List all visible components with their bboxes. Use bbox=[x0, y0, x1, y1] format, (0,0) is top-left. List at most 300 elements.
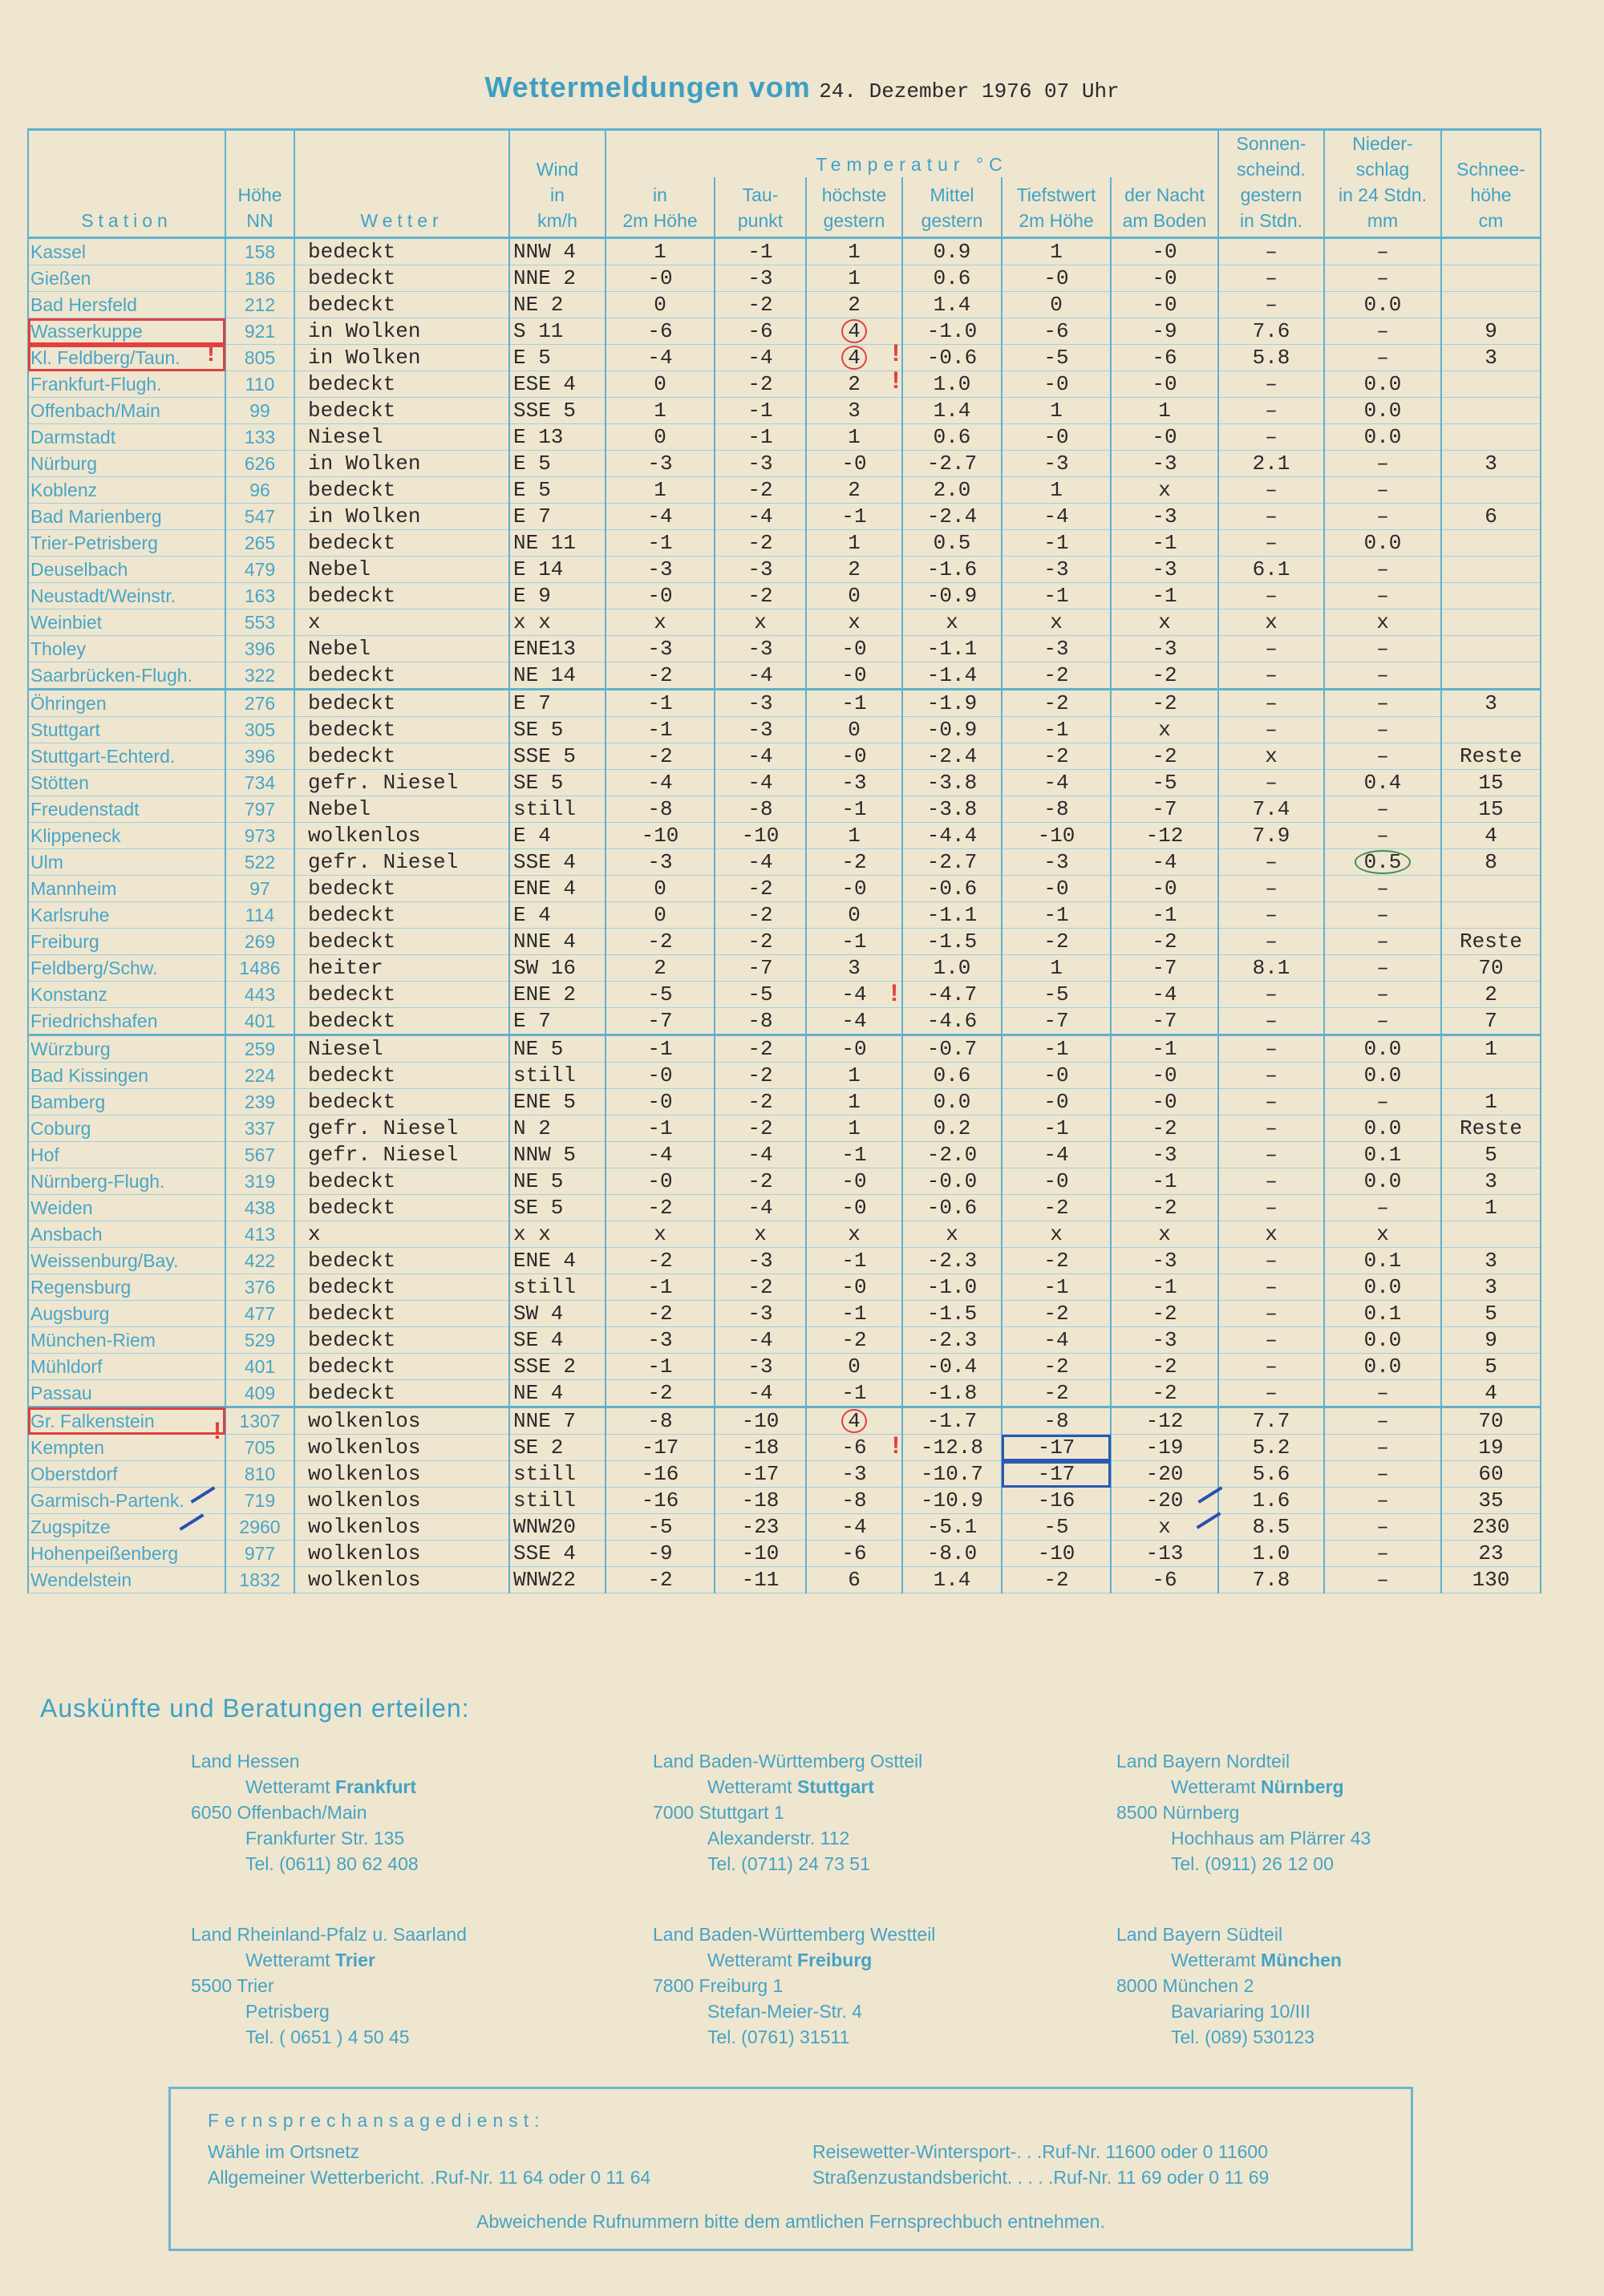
cell-mittel: -4.4 bbox=[902, 823, 1002, 849]
cell-station: Weiden bbox=[28, 1195, 225, 1221]
cell-wetter: bedeckt bbox=[294, 662, 509, 690]
table-row bbox=[28, 902, 1541, 929]
contact-street: Hochhaus am Plärrer 43 bbox=[1171, 1828, 1371, 1849]
fernsprech-heading: Fernsprechansagedienst: bbox=[208, 2110, 545, 2131]
cell-nacht-boden: -0 bbox=[1111, 1063, 1218, 1089]
cell-nacht-boden: -6 bbox=[1111, 345, 1218, 371]
contact-phone: Tel. ( 0651 ) 4 50 45 bbox=[245, 2027, 410, 2047]
cell-wetter: bedeckt bbox=[294, 1089, 509, 1116]
cell-niederschlag: 0.0 bbox=[1324, 371, 1441, 398]
contact-land: Land Baden-Württemberg Ostteil bbox=[653, 1751, 923, 1772]
cell-wetter: gefr. Niesel bbox=[294, 849, 509, 876]
cell-nacht-boden: -1 bbox=[1111, 1274, 1218, 1301]
cell-taupunkt: -4 bbox=[715, 1195, 806, 1221]
cell-station: Würzburg bbox=[28, 1035, 225, 1063]
cell-hoehe: 319 bbox=[225, 1168, 294, 1195]
cell-sonne: 1.6 bbox=[1218, 1488, 1324, 1514]
cell-mittel: x bbox=[902, 1221, 1002, 1248]
cell-station: Konstanz bbox=[28, 982, 225, 1008]
cell-hoechste: -0 bbox=[806, 1168, 902, 1195]
cell-wetter: Niesel bbox=[294, 1035, 509, 1063]
cell-tiefstwert: -0 bbox=[1002, 1089, 1111, 1116]
cell-wetter: bedeckt bbox=[294, 1248, 509, 1274]
cell-temp-2m: -16 bbox=[606, 1461, 715, 1488]
table-row bbox=[28, 1116, 1541, 1142]
cell-taupunkt: -18 bbox=[715, 1435, 806, 1461]
cell-wetter: gefr. Niesel bbox=[294, 770, 509, 796]
cell-schnee bbox=[1441, 557, 1541, 583]
cell-tiefstwert: 1 bbox=[1002, 477, 1111, 504]
cell-tiefstwert: -2 bbox=[1002, 1195, 1111, 1221]
cell-sonne: – bbox=[1218, 929, 1324, 955]
cell-hoechste: 3 bbox=[806, 955, 902, 982]
cell-wind: still bbox=[509, 796, 606, 823]
cell-niederschlag: 0.1 bbox=[1324, 1248, 1441, 1274]
cell-hoehe: 163 bbox=[225, 583, 294, 609]
cell-wind: E 7 bbox=[509, 690, 606, 717]
cell-nacht-boden: -2 bbox=[1111, 743, 1218, 770]
cell-temp-2m: 1 bbox=[606, 238, 715, 265]
cell-taupunkt: -3 bbox=[715, 451, 806, 477]
cell-station: Bamberg bbox=[28, 1089, 225, 1116]
cell-station: Bad Kissingen bbox=[28, 1063, 225, 1089]
cell-sonne: – bbox=[1218, 504, 1324, 530]
table-row bbox=[28, 1407, 1541, 1435]
cell-station: Augsburg bbox=[28, 1301, 225, 1327]
cell-hoehe: 409 bbox=[225, 1380, 294, 1407]
cell-mittel: 1.4 bbox=[902, 292, 1002, 318]
cell-temp-2m: x bbox=[606, 609, 715, 636]
cell-mittel: 1.0 bbox=[902, 371, 1002, 398]
cell-schnee bbox=[1441, 398, 1541, 424]
cell-mittel: -0.9 bbox=[902, 583, 1002, 609]
cell-mittel: -1.8 bbox=[902, 1380, 1002, 1407]
cell-schnee: 4 bbox=[1441, 823, 1541, 849]
table-row bbox=[28, 1221, 1541, 1248]
contact-land: Land Rheinland-Pfalz u. Saarland bbox=[191, 1924, 467, 1945]
cell-nacht-boden: -6 bbox=[1111, 1567, 1218, 1593]
cell-wind: ENE 5 bbox=[509, 1089, 606, 1116]
cell-mittel: 0.0 bbox=[902, 1089, 1002, 1116]
cell-hoehe: 401 bbox=[225, 1354, 294, 1380]
table-row bbox=[28, 609, 1541, 636]
cell-niederschlag: – bbox=[1324, 1008, 1441, 1035]
cell-schnee: 19 bbox=[1441, 1435, 1541, 1461]
contact-block bbox=[653, 1921, 935, 2050]
cell-hoehe: 522 bbox=[225, 849, 294, 876]
cell-schnee: 130 bbox=[1441, 1567, 1541, 1593]
cell-mittel: -2.4 bbox=[902, 504, 1002, 530]
cell-wind: ENE 4 bbox=[509, 1248, 606, 1274]
contact-block bbox=[191, 1748, 419, 1877]
cell-wind: E 5 bbox=[509, 477, 606, 504]
col-sonne: Sonnen- scheind. gestern in Stdn. bbox=[1218, 130, 1324, 238]
cell-niederschlag: 0.4 bbox=[1324, 770, 1441, 796]
table-row bbox=[28, 1435, 1541, 1461]
cell-wind: NE 11 bbox=[509, 530, 606, 557]
cell-sonne: – bbox=[1218, 477, 1324, 504]
cell-hoehe: 224 bbox=[225, 1063, 294, 1089]
cell-wetter: bedeckt bbox=[294, 929, 509, 955]
table-row bbox=[28, 636, 1541, 662]
cell-sonne: – bbox=[1218, 1142, 1324, 1168]
exclamation-mark: ! bbox=[207, 340, 215, 366]
cell-mittel: -1.7 bbox=[902, 1407, 1002, 1435]
cell-temp-2m: -3 bbox=[606, 636, 715, 662]
cell-tiefstwert: -17 bbox=[1002, 1435, 1111, 1461]
table-row bbox=[28, 929, 1541, 955]
cell-station: Stuttgart-Echterd. bbox=[28, 743, 225, 770]
cell-wind: NE 4 bbox=[509, 1380, 606, 1407]
cell-tiefstwert: -0 bbox=[1002, 1063, 1111, 1089]
cell-hoechste: -1 bbox=[806, 1380, 902, 1407]
cell-tiefstwert: -1 bbox=[1002, 1116, 1111, 1142]
cell-tiefstwert: -2 bbox=[1002, 1567, 1111, 1593]
cell-wind: still bbox=[509, 1274, 606, 1301]
cell-wind: NE 2 bbox=[509, 292, 606, 318]
cell-temp-2m: -2 bbox=[606, 1195, 715, 1221]
cell-nacht-boden: x bbox=[1111, 1221, 1218, 1248]
cell-niederschlag: 0.0 bbox=[1324, 1327, 1441, 1354]
cell-temp-2m: -7 bbox=[606, 1008, 715, 1035]
cell-nacht-boden: -1 bbox=[1111, 583, 1218, 609]
cell-schnee: 2 bbox=[1441, 982, 1541, 1008]
cell-wind: NE 14 bbox=[509, 662, 606, 690]
cell-station: Wasserkuppe bbox=[28, 318, 225, 345]
col-nacht-boden: der Nacht am Boden bbox=[1111, 177, 1218, 238]
cell-temp-2m: 0 bbox=[606, 876, 715, 902]
cell-niederschlag: – bbox=[1324, 451, 1441, 477]
cell-wetter: Nebel bbox=[294, 557, 509, 583]
table-row bbox=[28, 557, 1541, 583]
cell-temp-2m: 0 bbox=[606, 371, 715, 398]
cell-hoechste: 3 bbox=[806, 398, 902, 424]
cell-nacht-boden: -1 bbox=[1111, 1035, 1218, 1063]
cell-wetter: bedeckt bbox=[294, 902, 509, 929]
cell-wetter: wolkenlos bbox=[294, 1541, 509, 1567]
cell-schnee bbox=[1441, 530, 1541, 557]
cell-sonne: 6.1 bbox=[1218, 557, 1324, 583]
cell-hoehe: 734 bbox=[225, 770, 294, 796]
cell-mittel: -0.6 bbox=[902, 345, 1002, 371]
exclamation-mark: ! bbox=[892, 340, 900, 366]
cell-nacht-boden: x bbox=[1111, 477, 1218, 504]
cell-station: Weinbiet bbox=[28, 609, 225, 636]
cell-wind: NNW 5 bbox=[509, 1142, 606, 1168]
cell-hoechste: -0 bbox=[806, 1274, 902, 1301]
cell-wind: still bbox=[509, 1461, 606, 1488]
cell-tiefstwert: -3 bbox=[1002, 636, 1111, 662]
cell-mittel: -1.6 bbox=[902, 557, 1002, 583]
cell-wind: SW 16 bbox=[509, 955, 606, 982]
cell-tiefstwert: -10 bbox=[1002, 823, 1111, 849]
cell-wind: NNW 4 bbox=[509, 238, 606, 265]
cell-schnee: 70 bbox=[1441, 955, 1541, 982]
cell-wind: E 5 bbox=[509, 451, 606, 477]
table-row bbox=[28, 849, 1541, 876]
cell-sonne: – bbox=[1218, 1035, 1324, 1063]
cell-wetter: wolkenlos bbox=[294, 1435, 509, 1461]
cell-nacht-boden: -2 bbox=[1111, 1195, 1218, 1221]
cell-hoehe: 396 bbox=[225, 743, 294, 770]
cell-tiefstwert: -1 bbox=[1002, 1274, 1111, 1301]
cell-wetter: bedeckt bbox=[294, 690, 509, 717]
cell-schnee: 7 bbox=[1441, 1008, 1541, 1035]
cell-hoechste: -0 bbox=[806, 1035, 902, 1063]
contact-block bbox=[1116, 1921, 1342, 2050]
col-mittel: Mittel gestern bbox=[902, 177, 1002, 238]
cell-temp-2m: -0 bbox=[606, 265, 715, 292]
cell-niederschlag: 0.0 bbox=[1324, 1116, 1441, 1142]
cell-mittel: -0.4 bbox=[902, 1354, 1002, 1380]
cell-wetter: Niesel bbox=[294, 424, 509, 451]
table-row bbox=[28, 1142, 1541, 1168]
cell-sonne: – bbox=[1218, 1116, 1324, 1142]
cell-wind: NE 5 bbox=[509, 1168, 606, 1195]
cell-mittel: -0.6 bbox=[902, 876, 1002, 902]
cell-nacht-boden: -2 bbox=[1111, 929, 1218, 955]
cell-taupunkt: -8 bbox=[715, 1008, 806, 1035]
cell-taupunkt: -2 bbox=[715, 1116, 806, 1142]
cell-station: Bad Marienberg bbox=[28, 504, 225, 530]
cell-taupunkt: -4 bbox=[715, 662, 806, 690]
cell-nacht-boden: -0 bbox=[1111, 876, 1218, 902]
cell-taupunkt: -3 bbox=[715, 690, 806, 717]
page-title: Wettermeldungen vom bbox=[484, 71, 811, 103]
cell-hoechste: -2 bbox=[806, 849, 902, 876]
cell-nacht-boden: -0 bbox=[1111, 371, 1218, 398]
cell-mittel: 0.6 bbox=[902, 1063, 1002, 1089]
cell-taupunkt: -2 bbox=[715, 1035, 806, 1063]
cell-taupunkt: -2 bbox=[715, 583, 806, 609]
cell-niederschlag: 0.0 bbox=[1324, 292, 1441, 318]
contact-street: Bavariaring 10/III bbox=[1171, 2001, 1310, 2022]
cell-tiefstwert: x bbox=[1002, 609, 1111, 636]
cell-station: Weissenburg/Bay. bbox=[28, 1248, 225, 1274]
cell-wetter: bedeckt bbox=[294, 371, 509, 398]
cell-hoechste: 1 bbox=[806, 424, 902, 451]
col-hoechste: höchste gestern bbox=[806, 177, 902, 238]
table-row bbox=[28, 1035, 1541, 1063]
table-row bbox=[28, 265, 1541, 292]
cell-hoehe: 305 bbox=[225, 717, 294, 743]
cell-temp-2m: -1 bbox=[606, 1116, 715, 1142]
cell-hoehe: 401 bbox=[225, 1008, 294, 1035]
cell-mittel: -10.9 bbox=[902, 1488, 1002, 1514]
cell-sonne: – bbox=[1218, 398, 1324, 424]
cell-temp-2m: 0 bbox=[606, 292, 715, 318]
cell-sonne: 5.8 bbox=[1218, 345, 1324, 371]
cell-mittel: -1.4 bbox=[902, 662, 1002, 690]
contact-address: 8000 München 2 bbox=[1116, 1975, 1254, 1996]
cell-wetter: Nebel bbox=[294, 796, 509, 823]
cell-hoechste: -1 bbox=[806, 929, 902, 955]
col-taupunkt: Tau- punkt bbox=[715, 177, 806, 238]
exclamation-mark: ! bbox=[213, 1418, 221, 1444]
cell-taupunkt: -23 bbox=[715, 1514, 806, 1541]
cell-taupunkt: -1 bbox=[715, 238, 806, 265]
cell-nacht-boden: -7 bbox=[1111, 955, 1218, 982]
cell-schnee: 3 bbox=[1441, 690, 1541, 717]
cell-taupunkt: -10 bbox=[715, 1407, 806, 1435]
cell-nacht-boden: -1 bbox=[1111, 902, 1218, 929]
cell-hoechste: 1 bbox=[806, 530, 902, 557]
table-row bbox=[28, 662, 1541, 690]
col-schnee: Schnee- höhe cm bbox=[1441, 130, 1541, 238]
cell-tiefstwert: -2 bbox=[1002, 743, 1111, 770]
cell-mittel: -2.3 bbox=[902, 1327, 1002, 1354]
cell-nacht-boden: 1 bbox=[1111, 398, 1218, 424]
cell-wind: SSE 4 bbox=[509, 849, 606, 876]
table-row bbox=[28, 1327, 1541, 1354]
cell-nacht-boden: -3 bbox=[1111, 636, 1218, 662]
cell-station: Frankfurt-Flugh. bbox=[28, 371, 225, 398]
cell-hoechste: 1 bbox=[806, 265, 902, 292]
cell-mittel: -3.8 bbox=[902, 796, 1002, 823]
cell-nacht-boden: -20 bbox=[1111, 1488, 1218, 1514]
cell-nacht-boden: -0 bbox=[1111, 424, 1218, 451]
cell-wind: ENE 4 bbox=[509, 876, 606, 902]
cell-temp-2m: -3 bbox=[606, 849, 715, 876]
cell-niederschlag: – bbox=[1324, 345, 1441, 371]
cell-hoechste: 4 bbox=[806, 345, 902, 371]
cell-tiefstwert: -4 bbox=[1002, 770, 1111, 796]
cell-temp-2m: -0 bbox=[606, 1168, 715, 1195]
cell-wind: SE 2 bbox=[509, 1435, 606, 1461]
cell-temp-2m: -9 bbox=[606, 1541, 715, 1567]
cell-station: Bad Hersfeld bbox=[28, 292, 225, 318]
cell-temp-2m: -1 bbox=[606, 530, 715, 557]
cell-hoechste: 1 bbox=[806, 1063, 902, 1089]
table-row bbox=[28, 770, 1541, 796]
cell-tiefstwert: -5 bbox=[1002, 345, 1111, 371]
cell-hoehe: 477 bbox=[225, 1301, 294, 1327]
cell-schnee: 5 bbox=[1441, 1142, 1541, 1168]
cell-station: Nürburg bbox=[28, 451, 225, 477]
cell-temp-2m: -2 bbox=[606, 743, 715, 770]
cell-schnee: Reste bbox=[1441, 929, 1541, 955]
cell-hoechste: -4 bbox=[806, 982, 902, 1008]
cell-schnee bbox=[1441, 477, 1541, 504]
cell-hoechste: -0 bbox=[806, 451, 902, 477]
contact-amt: Wetteramt Nürnberg bbox=[1171, 1776, 1344, 1797]
cell-niederschlag: – bbox=[1324, 662, 1441, 690]
cell-wetter: wolkenlos bbox=[294, 1461, 509, 1488]
cell-taupunkt: -2 bbox=[715, 902, 806, 929]
cell-wetter: bedeckt bbox=[294, 982, 509, 1008]
cell-station: Kl. Feldberg/Taun. bbox=[28, 345, 225, 371]
table-row bbox=[28, 1461, 1541, 1488]
cell-nacht-boden: -3 bbox=[1111, 557, 1218, 583]
cell-hoechste: x bbox=[806, 609, 902, 636]
cell-mittel: -4.6 bbox=[902, 1008, 1002, 1035]
cell-tiefstwert: -4 bbox=[1002, 1142, 1111, 1168]
cell-station: Koblenz bbox=[28, 477, 225, 504]
cell-taupunkt: -2 bbox=[715, 371, 806, 398]
cell-hoechste: 4 bbox=[806, 1407, 902, 1435]
cell-wind: SE 5 bbox=[509, 1195, 606, 1221]
cell-station: Friedrichshafen bbox=[28, 1008, 225, 1035]
cell-schnee: 5 bbox=[1441, 1354, 1541, 1380]
cell-hoehe: 99 bbox=[225, 398, 294, 424]
cell-tiefstwert: -0 bbox=[1002, 876, 1111, 902]
cell-mittel: -2.7 bbox=[902, 451, 1002, 477]
cell-tiefstwert: 1 bbox=[1002, 955, 1111, 982]
cell-mittel: -1.0 bbox=[902, 318, 1002, 345]
table-row bbox=[28, 371, 1541, 398]
cell-station: Gr. Falkenstein bbox=[28, 1407, 225, 1435]
cell-taupunkt: -17 bbox=[715, 1461, 806, 1488]
contact-land: Land Bayern Südteil bbox=[1116, 1924, 1283, 1945]
contact-amt: Wetteramt Stuttgart bbox=[707, 1776, 874, 1797]
cell-sonne: – bbox=[1218, 1354, 1324, 1380]
cell-sonne: – bbox=[1218, 902, 1324, 929]
cell-niederschlag: – bbox=[1324, 876, 1441, 902]
cell-sonne: x bbox=[1218, 1221, 1324, 1248]
contact-address: 7000 Stuttgart 1 bbox=[653, 1802, 784, 1823]
cell-hoehe: 376 bbox=[225, 1274, 294, 1301]
col-wind: Wind in km/h bbox=[509, 130, 606, 238]
cell-schnee: 3 bbox=[1441, 1274, 1541, 1301]
cell-hoehe: 805 bbox=[225, 345, 294, 371]
cell-temp-2m: -1 bbox=[606, 1354, 715, 1380]
cell-temp-2m: 0 bbox=[606, 424, 715, 451]
cell-station: Klippeneck bbox=[28, 823, 225, 849]
cell-niederschlag: – bbox=[1324, 1488, 1441, 1514]
cell-mittel: -10.7 bbox=[902, 1461, 1002, 1488]
contact-street: Petrisberg bbox=[245, 2001, 330, 2022]
cell-tiefstwert: -0 bbox=[1002, 265, 1111, 292]
cell-niederschlag: – bbox=[1324, 1435, 1441, 1461]
cell-station: Passau bbox=[28, 1380, 225, 1407]
cell-taupunkt: -10 bbox=[715, 1541, 806, 1567]
cell-sonne: 7.6 bbox=[1218, 318, 1324, 345]
cell-niederschlag: – bbox=[1324, 1461, 1441, 1488]
cell-wind: NNE 7 bbox=[509, 1407, 606, 1435]
cell-station: Deuselbach bbox=[28, 557, 225, 583]
cell-mittel: -0.0 bbox=[902, 1168, 1002, 1195]
table-row bbox=[28, 1089, 1541, 1116]
cell-wetter: bedeckt bbox=[294, 238, 509, 265]
cell-hoehe: 921 bbox=[225, 318, 294, 345]
cell-niederschlag: – bbox=[1324, 318, 1441, 345]
cell-tiefstwert: 0 bbox=[1002, 292, 1111, 318]
cell-niederschlag: – bbox=[1324, 1380, 1441, 1407]
cell-nacht-boden: -7 bbox=[1111, 796, 1218, 823]
cell-hoehe: 2960 bbox=[225, 1514, 294, 1541]
cell-hoechste: -1 bbox=[806, 796, 902, 823]
cell-hoechste: 1 bbox=[806, 1089, 902, 1116]
cell-schnee: 3 bbox=[1441, 1168, 1541, 1195]
cell-mittel: -2.7 bbox=[902, 849, 1002, 876]
cell-mittel: 2.0 bbox=[902, 477, 1002, 504]
cell-station: Darmstadt bbox=[28, 424, 225, 451]
cell-mittel: 1.4 bbox=[902, 1567, 1002, 1593]
table-row bbox=[28, 1380, 1541, 1407]
cell-hoechste: 1 bbox=[806, 238, 902, 265]
cell-taupunkt: x bbox=[715, 1221, 806, 1248]
table-row bbox=[28, 743, 1541, 770]
cell-sonne: – bbox=[1218, 1168, 1324, 1195]
cell-temp-2m: -5 bbox=[606, 982, 715, 1008]
col-station: Station bbox=[28, 130, 225, 238]
cell-temp-2m: -2 bbox=[606, 1380, 715, 1407]
cell-schnee: 4 bbox=[1441, 1380, 1541, 1407]
cell-hoechste: 1 bbox=[806, 1116, 902, 1142]
cell-wind: x x bbox=[509, 609, 606, 636]
cell-schnee: 9 bbox=[1441, 318, 1541, 345]
cell-hoehe: 322 bbox=[225, 662, 294, 690]
